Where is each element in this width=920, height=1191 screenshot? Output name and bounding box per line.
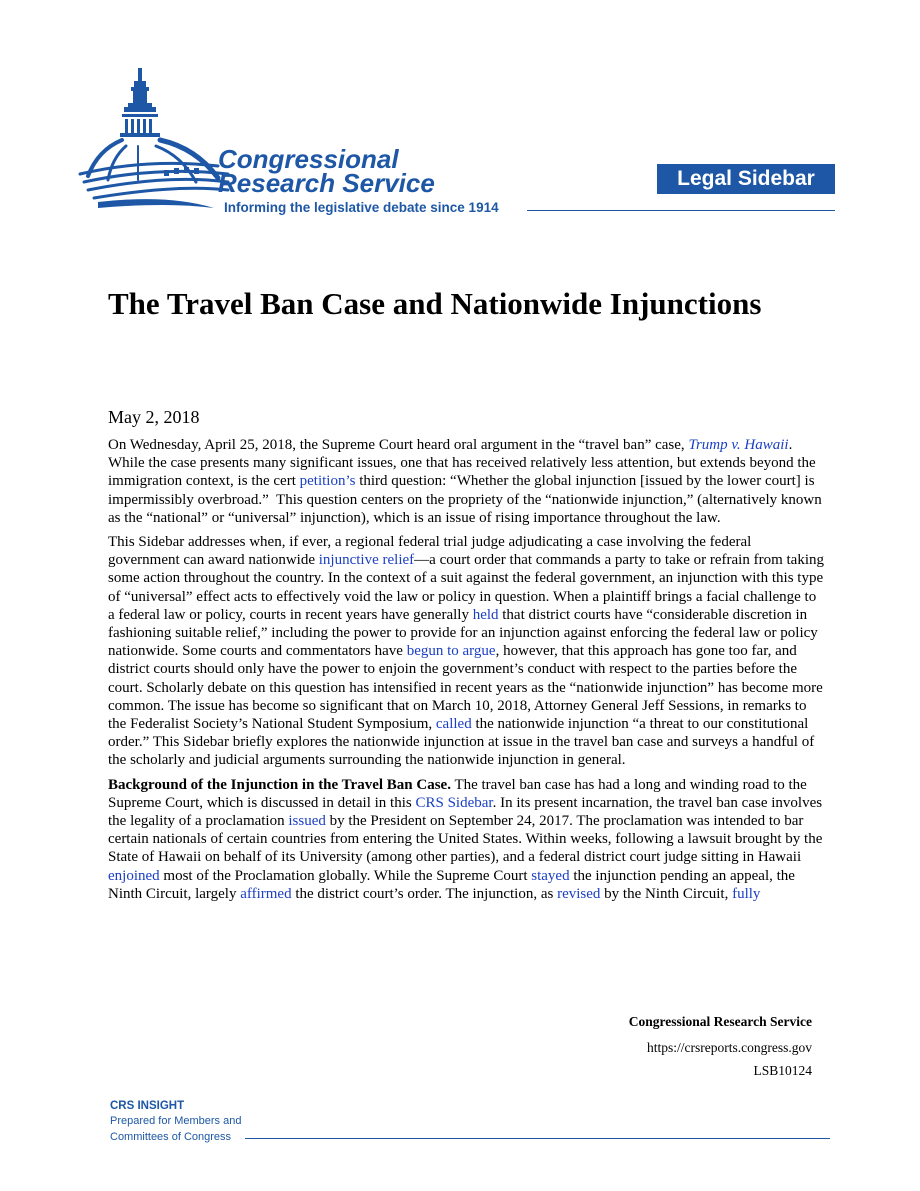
link-begun-to-argue[interactable]: begun to argue bbox=[406, 643, 496, 660]
footer-url: https://crsreports.congress.gov bbox=[647, 1040, 812, 1055]
text-span: the nationwide injunction “a threat to our constitutional order.” This Sidebar briefly explores the nationwide injunction at issue in the travel ban case and surveys a handful of the scholarly and judicial arguments surrounding the nationwide injunction in general. bbox=[108, 716, 815, 769]
prepared-for-line2: Committees of Congress bbox=[110, 1131, 232, 1143]
text-span: by the President on September 24, 2017. The proclamation was intended to bar certain nationals of certain countries from entering the United States. Within weeks, following a lawsuit brought by the State of Hawaii on behalf of its University (among other parties), and a federal district court judge sitting in Hawaii bbox=[108, 813, 823, 866]
text-span: This Sidebar addresses when, if ever, a regional federal trial judge adjudicating a case involving the federal government can award nationwide bbox=[108, 534, 752, 569]
link-enjoined[interactable]: enjoined bbox=[108, 867, 160, 884]
footer-organization: Congressional Research Service bbox=[628, 1014, 812, 1029]
document-date: May 2, 2018 bbox=[108, 407, 200, 427]
link-called[interactable]: called bbox=[435, 716, 472, 733]
text-span: On Wednesday, April 25, 2018, the Supreme Court heard oral argument in the “travel ban” case, bbox=[108, 437, 689, 453]
paragraph-overview bbox=[108, 533, 824, 770]
header-rule bbox=[527, 210, 835, 211]
paragraph-background bbox=[108, 776, 824, 903]
link-trump-v-hawaii[interactable]: Trump v. Hawaii bbox=[688, 437, 789, 453]
text-span: . While the case presents many significant issues, one that has received relatively less attention, but extends beyond the immigration context, is the cert bbox=[108, 437, 816, 490]
link-issued[interactable]: issued bbox=[288, 813, 326, 830]
document-title: The Travel Ban Case and Nationwide Injunctions bbox=[108, 286, 762, 321]
prepared-for-line1: Prepared for Members and bbox=[110, 1115, 242, 1127]
text-span: —a court order that commands a party to take or refrain from taking some action throughout the country. In the context of a suit against the federal government, an injunction with this type of “universal” effect acts to effectively void the law or policy in question. When a plaintiff brings a facial challenge to a federal law or policy, courts in recent years have generally bbox=[108, 552, 825, 623]
text-span: the district court’s order. The injunction, as bbox=[291, 885, 558, 902]
footer-report-id: LSB10124 bbox=[753, 1063, 812, 1078]
link-stayed[interactable]: stayed bbox=[531, 867, 570, 884]
paragraph-intro bbox=[108, 436, 824, 527]
text-span: third question: “Whether the global injunction [issued by the lower court] is impermissibly overbroad.” This question centers on the propriety of the “nationwide injunction,” (alternatively known as the “national” or “universal” injunction), which is an issue of rising importance throughout the law. bbox=[108, 473, 822, 526]
link-petition[interactable]: petition’s bbox=[299, 473, 356, 490]
text-span: the injunction pending an appeal, the Ninth Circuit, largely bbox=[108, 867, 795, 902]
logo-wordmark-line2: Research Service bbox=[218, 168, 435, 198]
section-heading-background: Background of the Injunction in the Travel Ban Case. bbox=[108, 776, 451, 793]
link-revised[interactable]: revised bbox=[557, 885, 601, 902]
text-span: , however, that this approach has gone too far, and district courts should only have the power to enjoin the government’s conduct with respect to the parties before the court. Scholarly debate on this question has intensified in recent years as the “nationwide injunction” has become more common. The issue has become so significant that on March 10, 2018, Attorney General Jeff Sessions, in remarks to the Federalist Society’s National Student Symposium, bbox=[108, 643, 823, 733]
link-fully[interactable]: fully bbox=[732, 885, 761, 902]
text-span: most of the Proclamation globally. While the Supreme Court bbox=[159, 867, 532, 884]
legal-sidebar-badge: Legal Sidebar bbox=[657, 164, 835, 194]
text-span: that district courts have “considerable discretion in fashioning suitable relief,” including the power to provide for an injunction against enforcing the federal law or policy nationwide. Some courts and commentators have bbox=[108, 606, 818, 660]
logo-wordmark-line1: Congressional bbox=[218, 144, 399, 174]
crs-insight-label: CRS INSIGHT bbox=[110, 1100, 185, 1112]
link-crs-sidebar[interactable]: CRS Sidebar bbox=[415, 794, 493, 811]
footer-rule bbox=[245, 1138, 830, 1139]
link-injunctive-relief[interactable]: injunctive relief bbox=[318, 552, 415, 569]
crs-capitol-logo bbox=[78, 62, 548, 222]
link-affirmed[interactable]: affirmed bbox=[240, 885, 292, 902]
text-span: The travel ban case has had a long and winding road to the Supreme Court, which is discussed in detail in this bbox=[108, 776, 807, 811]
logo-tagline: Informing the legislative debate since 1914 bbox=[224, 200, 499, 215]
link-held[interactable]: held bbox=[472, 606, 499, 623]
text-span: . In its present incarnation, the travel ban case involves the legality of a proclamation bbox=[108, 794, 823, 830]
text-span: by the Ninth Circuit, bbox=[600, 885, 733, 902]
document-body bbox=[108, 436, 824, 909]
